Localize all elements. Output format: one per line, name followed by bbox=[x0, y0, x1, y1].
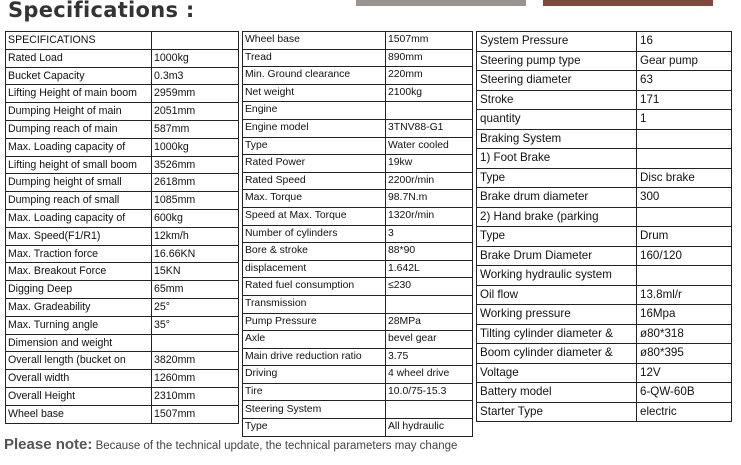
spec-label: Lifting Height of main boom bbox=[6, 85, 152, 103]
spec-row bbox=[477, 207, 732, 227]
spec-label: Engine model bbox=[243, 119, 386, 137]
spec-row bbox=[477, 168, 732, 188]
spec-label: Rated Load bbox=[6, 49, 152, 67]
spec-value: 1260mm bbox=[152, 370, 239, 388]
spec-value: 0.3m3 bbox=[152, 67, 239, 85]
spec-label: Wheel base bbox=[243, 32, 386, 50]
spec-row bbox=[243, 225, 473, 243]
spec-label: Max. Turning angle bbox=[6, 316, 152, 334]
spec-value: 63 bbox=[637, 71, 732, 91]
spec-table-systems-body bbox=[477, 32, 732, 422]
spec-value: 3 bbox=[386, 225, 473, 243]
spec-row bbox=[477, 246, 732, 266]
spec-row bbox=[6, 120, 239, 138]
spec-row bbox=[243, 67, 473, 85]
spec-row bbox=[243, 383, 473, 401]
spec-label: Overall length (bucket on bbox=[6, 352, 152, 370]
spec-label: Dumping Height of main bbox=[6, 103, 152, 121]
spec-label: Pump Pressure bbox=[243, 313, 386, 331]
spec-table-engine-body bbox=[243, 32, 473, 437]
spec-label: Number of cylinders bbox=[243, 225, 386, 243]
spec-value bbox=[152, 32, 239, 50]
spec-row bbox=[6, 103, 239, 121]
note-label: Please note: bbox=[4, 436, 93, 453]
spec-label: SPECIFICATIONS bbox=[6, 32, 152, 50]
spec-row bbox=[6, 227, 239, 245]
spec-row bbox=[477, 90, 732, 110]
spec-value: 12km/h bbox=[152, 227, 239, 245]
spec-label: Battery model bbox=[477, 383, 637, 403]
spec-value: 13.8ml/r bbox=[637, 285, 732, 305]
spec-table-general-body bbox=[6, 32, 239, 424]
spec-label: Dimension and weight bbox=[6, 334, 152, 352]
spec-value: 12V bbox=[637, 363, 732, 383]
spec-row bbox=[6, 387, 239, 405]
spec-row bbox=[243, 295, 473, 313]
spec-label: Tread bbox=[243, 49, 386, 67]
spec-label: Lifting height of small boom bbox=[6, 156, 152, 174]
spec-label: 2) Hand brake (parking bbox=[477, 207, 637, 227]
spec-row bbox=[6, 352, 239, 370]
spec-row bbox=[243, 243, 473, 261]
spec-label: Working hydraulic system bbox=[477, 266, 637, 286]
spec-label: Tilting cylinder diameter & bbox=[477, 324, 637, 344]
spec-value: Water cooled bbox=[386, 137, 473, 155]
spec-row bbox=[477, 227, 732, 247]
spec-label: Type bbox=[243, 137, 386, 155]
spec-label: Driving bbox=[243, 366, 386, 384]
spec-table-engine bbox=[242, 31, 473, 437]
spec-row bbox=[6, 67, 239, 85]
spec-label: displacement bbox=[243, 260, 386, 278]
spec-value: 16Mpa bbox=[637, 305, 732, 325]
spec-row bbox=[243, 137, 473, 155]
spec-value: 15KN bbox=[152, 263, 239, 281]
spec-row bbox=[243, 366, 473, 384]
spec-row bbox=[6, 281, 239, 299]
spec-label: Tire bbox=[243, 383, 386, 401]
spec-row bbox=[6, 405, 239, 423]
spec-value: 10.0/75-15.3 bbox=[386, 383, 473, 401]
spec-label: Max. Speed(F1/R1) bbox=[6, 227, 152, 245]
spec-label: Rated Power bbox=[243, 155, 386, 173]
spec-row bbox=[6, 49, 239, 67]
spec-label: 1) Foot Brake bbox=[477, 149, 637, 169]
spec-value: 1.642L bbox=[386, 260, 473, 278]
spec-value: ø80*395 bbox=[637, 344, 732, 364]
spec-row bbox=[477, 363, 732, 383]
spec-label: Starter Type bbox=[477, 402, 637, 422]
spec-value: 25° bbox=[152, 298, 239, 316]
spec-row bbox=[477, 402, 732, 422]
spec-value: 4 wheel drive bbox=[386, 366, 473, 384]
spec-row bbox=[477, 188, 732, 208]
spec-label: Bore & stroke bbox=[243, 243, 386, 261]
spec-label: Type bbox=[243, 419, 386, 437]
spec-label: Bucket Capacity bbox=[6, 67, 152, 85]
spec-value: 28MPa bbox=[386, 313, 473, 331]
spec-row bbox=[243, 401, 473, 419]
spec-row bbox=[6, 156, 239, 174]
spec-label: Max. Loading capacity of bbox=[6, 209, 152, 227]
spec-label: Rated fuel consumption bbox=[243, 278, 386, 296]
spec-label: Type bbox=[477, 168, 637, 188]
spec-label: Brake drum diameter bbox=[477, 188, 637, 208]
spec-value: 98.7N.m bbox=[386, 190, 473, 208]
spec-value: ø80*318 bbox=[637, 324, 732, 344]
spec-row bbox=[243, 84, 473, 102]
spec-value bbox=[152, 334, 239, 352]
spec-value: ≤230 bbox=[386, 278, 473, 296]
spec-value: Disc brake bbox=[637, 168, 732, 188]
spec-value: 3820mm bbox=[152, 352, 239, 370]
spec-row bbox=[243, 172, 473, 190]
spec-value: 1507mm bbox=[386, 32, 473, 50]
spec-label: Overall width bbox=[6, 370, 152, 388]
spec-row bbox=[6, 370, 239, 388]
spec-label: Dumping height of small bbox=[6, 174, 152, 192]
spec-row bbox=[477, 266, 732, 286]
spec-label: Axle bbox=[243, 331, 386, 349]
spec-value: electric bbox=[637, 402, 732, 422]
spec-row bbox=[243, 190, 473, 208]
spec-row bbox=[243, 119, 473, 137]
spec-label: Max. Gradeability bbox=[6, 298, 152, 316]
spec-label: Steering diameter bbox=[477, 71, 637, 91]
spec-value: 1320r/min bbox=[386, 207, 473, 225]
spec-label: Wheel base bbox=[6, 405, 152, 423]
spec-row bbox=[243, 102, 473, 120]
spec-row bbox=[243, 313, 473, 331]
spec-value: 1085mm bbox=[152, 192, 239, 210]
spec-row bbox=[6, 209, 239, 227]
spec-label: Oil flow bbox=[477, 285, 637, 305]
spec-row bbox=[6, 32, 239, 50]
product-photo-left bbox=[356, 0, 526, 6]
spec-value: 160/120 bbox=[637, 246, 732, 266]
spec-value: 300 bbox=[637, 188, 732, 208]
spec-row bbox=[477, 71, 732, 91]
spec-value: 88*90 bbox=[386, 243, 473, 261]
spec-table-systems bbox=[476, 31, 732, 422]
spec-value: 2051mm bbox=[152, 103, 239, 121]
spec-label: Main drive reduction ratio bbox=[243, 348, 386, 366]
spec-value bbox=[386, 295, 473, 313]
spec-label: Dumping reach of small bbox=[6, 192, 152, 210]
spec-row bbox=[243, 331, 473, 349]
spec-row bbox=[477, 129, 732, 149]
spec-label: Min. Ground clearance bbox=[243, 67, 386, 85]
spec-row bbox=[6, 263, 239, 281]
product-photo-right bbox=[543, 0, 713, 6]
spec-row bbox=[243, 419, 473, 437]
spec-row bbox=[6, 85, 239, 103]
spec-value: 1507mm bbox=[152, 405, 239, 423]
spec-label: Transmission bbox=[243, 295, 386, 313]
spec-value: 3.75 bbox=[386, 348, 473, 366]
spec-value: 35° bbox=[152, 316, 239, 334]
spec-label: Engine bbox=[243, 102, 386, 120]
spec-row bbox=[477, 285, 732, 305]
spec-value: 890mm bbox=[386, 49, 473, 67]
spec-label: Rated Speed bbox=[243, 172, 386, 190]
spec-value: 2310mm bbox=[152, 387, 239, 405]
spec-label: System Pressure bbox=[477, 32, 637, 52]
spec-row bbox=[243, 49, 473, 67]
spec-row bbox=[6, 334, 239, 352]
spec-value: 1 bbox=[637, 110, 732, 130]
spec-row bbox=[477, 149, 732, 169]
spec-value: 600kg bbox=[152, 209, 239, 227]
spec-value: 171 bbox=[637, 90, 732, 110]
spec-row bbox=[243, 207, 473, 225]
spec-label: Voltage bbox=[477, 363, 637, 383]
spec-value: 220mm bbox=[386, 67, 473, 85]
spec-row bbox=[6, 174, 239, 192]
spec-value: 587mm bbox=[152, 120, 239, 138]
spec-value: 2618mm bbox=[152, 174, 239, 192]
spec-value: Drum bbox=[637, 227, 732, 247]
spec-label: Max. Breakout Force bbox=[6, 263, 152, 281]
spec-value bbox=[637, 207, 732, 227]
spec-row bbox=[6, 138, 239, 156]
spec-label: Max. Torque bbox=[243, 190, 386, 208]
spec-label: Max. Traction force bbox=[6, 245, 152, 263]
spec-label: Speed at Max. Torque bbox=[243, 207, 386, 225]
spec-label: Steering pump type bbox=[477, 51, 637, 71]
spec-label: Dumping reach of main bbox=[6, 120, 152, 138]
page-title: Specifications : bbox=[8, 0, 195, 22]
spec-label: Boom cylinder diameter & bbox=[477, 344, 637, 364]
spec-label: Type bbox=[477, 227, 637, 247]
spec-value bbox=[637, 266, 732, 286]
spec-label: Stroke bbox=[477, 90, 637, 110]
spec-value: 1000kg bbox=[152, 49, 239, 67]
spec-row bbox=[477, 324, 732, 344]
spec-row bbox=[243, 278, 473, 296]
spec-row bbox=[477, 344, 732, 364]
spec-value bbox=[386, 102, 473, 120]
spec-table-general bbox=[5, 31, 239, 424]
spec-label: Steering System bbox=[243, 401, 386, 419]
note-text: Because of the technical update, the technical parameters may change bbox=[92, 440, 458, 452]
spec-label: Net weight bbox=[243, 84, 386, 102]
spec-row bbox=[243, 32, 473, 50]
spec-value: Gear pump bbox=[637, 51, 732, 71]
spec-label: Overall Height bbox=[6, 387, 152, 405]
spec-value: 16 bbox=[637, 32, 732, 52]
spec-label: quantity bbox=[477, 110, 637, 130]
spec-value: 65mm bbox=[152, 281, 239, 299]
spec-value: 2100kg bbox=[386, 84, 473, 102]
spec-row bbox=[477, 32, 732, 52]
spec-value: 2959mm bbox=[152, 85, 239, 103]
spec-row bbox=[6, 316, 239, 334]
spec-value: 2200r/min bbox=[386, 172, 473, 190]
spec-row bbox=[243, 260, 473, 278]
spec-row bbox=[243, 348, 473, 366]
spec-value: All hydraulic bbox=[386, 419, 473, 437]
spec-value: 19kw bbox=[386, 155, 473, 173]
spec-row bbox=[243, 155, 473, 173]
spec-row bbox=[6, 192, 239, 210]
spec-value: bevel gear bbox=[386, 331, 473, 349]
spec-value: 3TNV88-G1 bbox=[386, 119, 473, 137]
spec-row bbox=[477, 110, 732, 130]
spec-value bbox=[637, 129, 732, 149]
spec-row bbox=[477, 383, 732, 403]
spec-label: Digging Deep bbox=[6, 281, 152, 299]
spec-row bbox=[477, 305, 732, 325]
spec-label: Max. Loading capacity of bbox=[6, 138, 152, 156]
spec-value: 3526mm bbox=[152, 156, 239, 174]
spec-value: 1000kg bbox=[152, 138, 239, 156]
spec-value: 6-QW-60B bbox=[637, 383, 732, 403]
spec-value bbox=[386, 401, 473, 419]
spec-row bbox=[6, 245, 239, 263]
spec-label: Brake Drum Diameter bbox=[477, 246, 637, 266]
spec-label: Working pressure bbox=[477, 305, 637, 325]
spec-row bbox=[6, 298, 239, 316]
spec-row bbox=[477, 51, 732, 71]
spec-label: Braking System bbox=[477, 129, 637, 149]
spec-value: 16.66KN bbox=[152, 245, 239, 263]
technical-update-note bbox=[4, 436, 457, 454]
spec-value bbox=[637, 149, 732, 169]
